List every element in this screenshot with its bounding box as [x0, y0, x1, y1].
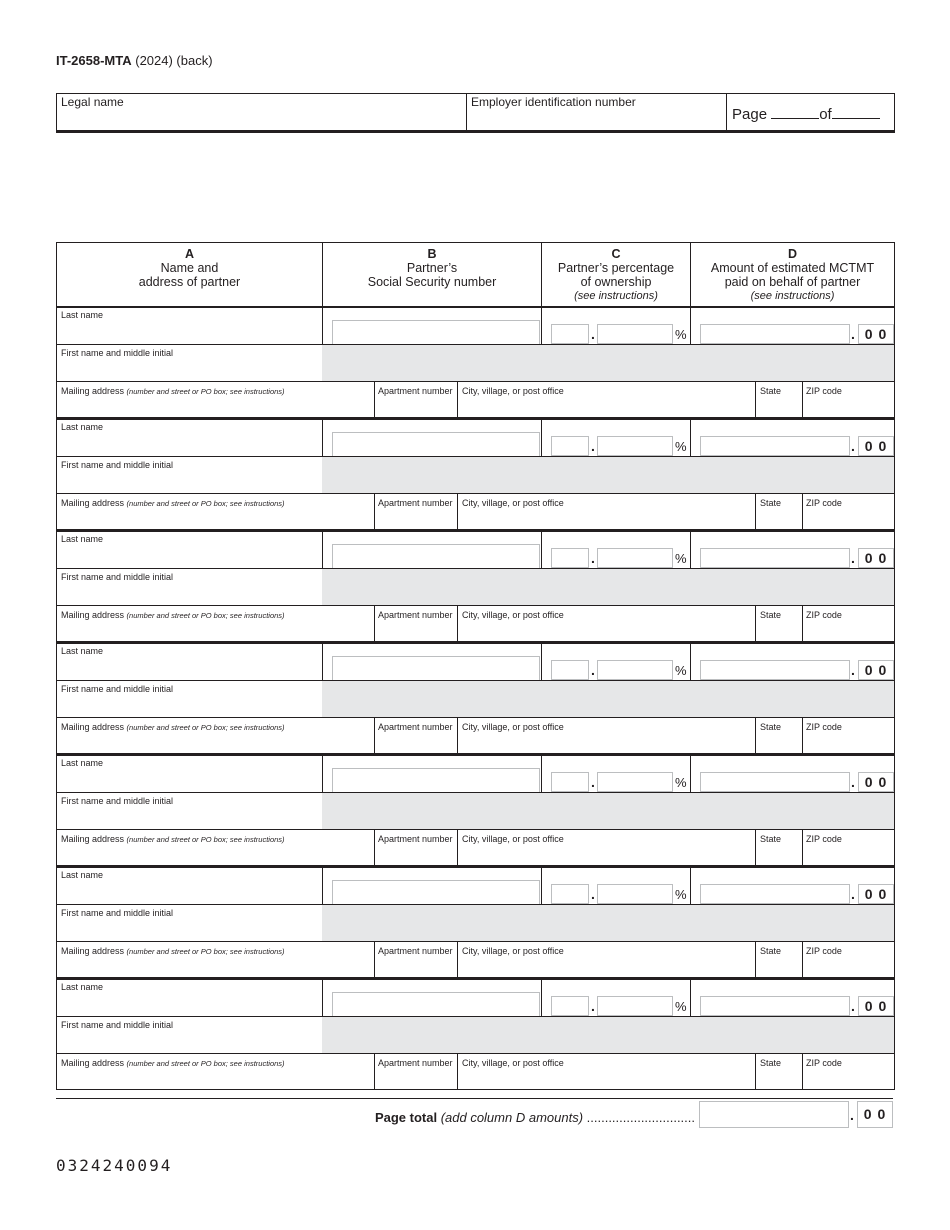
cents-box: 00 [858, 660, 894, 680]
mailing-address-label: Mailing address (number and street or PO box; see instructions) [61, 946, 285, 956]
page-total-input[interactable] [699, 1101, 849, 1128]
percentage-decimal-input[interactable] [597, 324, 673, 344]
of-label: of [819, 106, 832, 123]
mailing-address-label: Mailing address (number and street or PO box; see instructions) [61, 722, 285, 732]
partner-block: Last name . % . 00 First name and middle initial Mailing address (number and street or PO box; see instructions) Apartment number City, village, or post office State ZIP code [56, 866, 895, 978]
percentage-decimal-input[interactable] [597, 436, 673, 456]
mctmt-amount-input[interactable] [700, 436, 850, 456]
ssn-input[interactable] [332, 656, 540, 680]
page-number-blank[interactable] [771, 103, 819, 119]
ssn-input[interactable] [332, 320, 540, 344]
ssn-input[interactable] [332, 992, 540, 1016]
barcode-number: 0324240094 [56, 1156, 173, 1175]
percentage-whole-input[interactable] [551, 324, 589, 344]
percent-sign: % [675, 327, 687, 342]
state-label: State [760, 498, 782, 508]
last-name-label: Last name [61, 758, 104, 768]
first-name-label: First name and middle initial [61, 460, 174, 470]
partner-block: Last name . % . 00 First name and middle initial Mailing address (number and street or PO box; see instructions) Apartment number City, village, or post office State ZIP code [56, 306, 895, 418]
partner-block: Last name . % . 00 First name and middle initial Mailing address (number and street or PO box; see instructions) Apartment number City, village, or post office State ZIP code [56, 530, 895, 642]
shaded-area [322, 568, 894, 606]
first-name-label: First name and middle initial [61, 908, 174, 918]
city-label: City, village, or post office [462, 946, 564, 956]
percentage-whole-input[interactable] [551, 996, 589, 1016]
first-name-label: First name and middle initial [61, 348, 174, 358]
cents-box: 00 [858, 884, 894, 904]
identification-box [56, 93, 895, 133]
column-headers [56, 242, 895, 307]
mailing-address-label: Mailing address (number and street or PO box; see instructions) [61, 610, 285, 620]
percent-sign: % [675, 999, 687, 1014]
ssn-input[interactable] [332, 544, 540, 568]
last-name-label: Last name [61, 534, 104, 544]
ssn-input[interactable] [332, 768, 540, 792]
last-name-label: Last name [61, 310, 104, 320]
mctmt-amount-input[interactable] [700, 548, 850, 568]
zip-label: ZIP code [806, 834, 842, 844]
percentage-decimal-input[interactable] [597, 660, 673, 680]
city-label: City, village, or post office [462, 722, 564, 732]
partner-block: Last name . % . 00 First name and middle initial Mailing address (number and street or PO box; see instructions) Apartment number City, village, or post office State ZIP code [56, 418, 895, 530]
apartment-label: Apartment number [378, 386, 453, 396]
state-label: State [760, 610, 782, 620]
shaded-area [322, 344, 894, 382]
page-total-row: Page total (add column D amounts) .............................. . 00 [56, 1098, 893, 1129]
page-total-label: Page total (add column D amounts) .............................. [374, 1110, 695, 1125]
percentage-whole-input[interactable] [551, 660, 589, 680]
page-count-blank[interactable] [832, 103, 880, 119]
state-label: State [760, 946, 782, 956]
zip-label: ZIP code [806, 722, 842, 732]
city-label: City, village, or post office [462, 834, 564, 844]
page-total-cents: 00 [857, 1101, 893, 1128]
percentage-decimal-input[interactable] [597, 548, 673, 568]
percentage-whole-input[interactable] [551, 548, 589, 568]
ssn-input[interactable] [332, 432, 540, 456]
cents-box: 00 [858, 324, 894, 344]
shaded-area [322, 680, 894, 718]
shaded-area [322, 792, 894, 830]
apartment-label: Apartment number [378, 946, 453, 956]
mctmt-amount-input[interactable] [700, 772, 850, 792]
city-label: City, village, or post office [462, 386, 564, 396]
cents-box: 00 [858, 772, 894, 792]
percent-sign: % [675, 663, 687, 678]
percentage-decimal-input[interactable] [597, 772, 673, 792]
percentage-decimal-input[interactable] [597, 996, 673, 1016]
partner-block: Last name . % . 00 First name and middle initial Mailing address (number and street or PO box; see instructions) Apartment number City, village, or post office State ZIP code [56, 754, 895, 866]
apartment-label: Apartment number [378, 1058, 453, 1068]
percent-sign: % [675, 775, 687, 790]
last-name-label: Last name [61, 870, 104, 880]
column-b-header: B Partner’s Social Security number [367, 247, 497, 289]
mctmt-amount-input[interactable] [700, 996, 850, 1016]
first-name-label: First name and middle initial [61, 796, 174, 806]
legal-name-label: Legal name [61, 95, 124, 109]
mctmt-amount-input[interactable] [700, 660, 850, 680]
state-label: State [760, 722, 782, 732]
city-label: City, village, or post office [462, 1058, 564, 1068]
zip-label: ZIP code [806, 1058, 842, 1068]
apartment-label: Apartment number [378, 610, 453, 620]
zip-label: ZIP code [806, 946, 842, 956]
form-header [56, 53, 213, 68]
percentage-whole-input[interactable] [551, 772, 589, 792]
percent-sign: % [675, 551, 687, 566]
last-name-label: Last name [61, 646, 104, 656]
zip-label: ZIP code [806, 498, 842, 508]
percentage-whole-input[interactable] [551, 884, 589, 904]
zip-label: ZIP code [806, 610, 842, 620]
shaded-area [322, 1016, 894, 1054]
form-year-side: (2024) (back) [135, 53, 213, 68]
mctmt-amount-input[interactable] [700, 324, 850, 344]
city-label: City, village, or post office [462, 498, 564, 508]
ssn-input[interactable] [332, 880, 540, 904]
apartment-label: Apartment number [378, 722, 453, 732]
shaded-area [322, 456, 894, 494]
mctmt-amount-input[interactable] [700, 884, 850, 904]
cents-box: 00 [858, 436, 894, 456]
page-label: Page [732, 106, 768, 123]
last-name-label: Last name [61, 982, 104, 992]
state-label: State [760, 834, 782, 844]
cents-box: 00 [858, 996, 894, 1016]
percent-sign: % [675, 439, 687, 454]
mailing-address-label: Mailing address (number and street or PO box; see instructions) [61, 498, 285, 508]
state-label: State [760, 1058, 782, 1068]
ein-field[interactable] [467, 94, 726, 130]
column-a-header: A Name and address of partner [138, 247, 241, 289]
first-name-label: First name and middle initial [61, 572, 174, 582]
percent-sign: % [675, 887, 687, 902]
zip-label: ZIP code [806, 386, 842, 396]
legal-name-field[interactable] [57, 94, 466, 130]
mailing-address-label: Mailing address (number and street or PO box; see instructions) [61, 834, 285, 844]
last-name-label: Last name [61, 422, 104, 432]
column-d-header: D Amount of estimated MCTMT paid on behalf of partner (see instructions) [710, 247, 875, 302]
page-of-field[interactable] [732, 103, 880, 123]
mailing-address-label: Mailing address (number and street or PO box; see instructions) [61, 1058, 285, 1068]
state-label: State [760, 386, 782, 396]
percentage-decimal-input[interactable] [597, 884, 673, 904]
percentage-whole-input[interactable] [551, 436, 589, 456]
first-name-label: First name and middle initial [61, 684, 174, 694]
mailing-address-label: Mailing address (number and street or PO box; see instructions) [61, 386, 285, 396]
shaded-area [322, 904, 894, 942]
partner-block: Last name . % . 00 First name and middle initial Mailing address (number and street or PO box; see instructions) Apartment number City, village, or post office State ZIP code [56, 978, 895, 1090]
column-c-header: C Partner’s percentage of ownership (see instructions) [557, 247, 675, 302]
first-name-label: First name and middle initial [61, 1020, 174, 1030]
partner-block: Last name . % . 00 First name and middle initial Mailing address (number and street or PO box; see instructions) Apartment number City, village, or post office State ZIP code [56, 642, 895, 754]
apartment-label: Apartment number [378, 834, 453, 844]
apartment-label: Apartment number [378, 498, 453, 508]
form-id: IT-2658-MTA [56, 53, 132, 68]
cents-box: 00 [858, 548, 894, 568]
ein-label: Employer identification number [471, 95, 636, 109]
city-label: City, village, or post office [462, 610, 564, 620]
